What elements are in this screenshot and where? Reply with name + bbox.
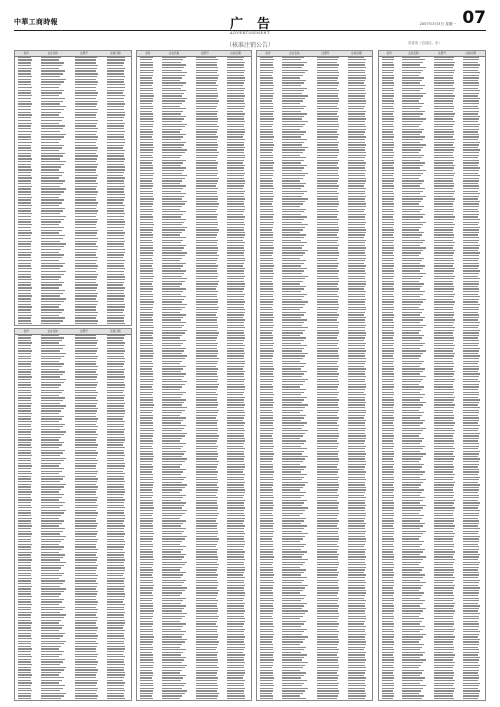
header-province: 省份 bbox=[23, 330, 29, 333]
table-cell bbox=[463, 698, 478, 699]
table-body bbox=[15, 334, 131, 700]
header-date: 注销日期 bbox=[110, 330, 121, 333]
header-company: 企业名称 bbox=[47, 52, 58, 55]
table-cell bbox=[227, 698, 245, 699]
table-body bbox=[379, 56, 485, 700]
table-cell bbox=[348, 698, 365, 699]
table-cell bbox=[260, 698, 273, 699]
header-province: 省份 bbox=[23, 52, 29, 55]
table-row bbox=[257, 697, 372, 700]
notice-subtitle: （核准注销公告） bbox=[225, 42, 274, 49]
table-cell bbox=[402, 698, 422, 699]
table-row bbox=[137, 697, 251, 700]
header-province: 省份 bbox=[386, 52, 392, 55]
header-company: 企业名称 bbox=[168, 52, 180, 55]
header-reg-no: 注册号 bbox=[438, 52, 446, 55]
header-date: 注销日期 bbox=[230, 52, 241, 55]
header-company: 企业名称 bbox=[408, 52, 419, 55]
section-title: 广告 bbox=[229, 17, 284, 32]
table-cell bbox=[317, 698, 337, 699]
table-row bbox=[15, 322, 131, 325]
table-row bbox=[379, 697, 485, 700]
listing-table bbox=[136, 50, 252, 701]
table-body bbox=[137, 56, 251, 700]
table-row bbox=[15, 697, 131, 700]
header-date: 注销日期 bbox=[110, 52, 121, 55]
table-cell bbox=[382, 698, 393, 699]
dateline: 2007年3月5日 星期一 bbox=[419, 22, 456, 26]
listing-table bbox=[14, 50, 132, 326]
table-cell bbox=[75, 323, 97, 324]
column-1 bbox=[14, 50, 132, 701]
header-reg-no: 注册号 bbox=[80, 52, 88, 55]
column-2 bbox=[136, 50, 252, 701]
column-3 bbox=[256, 50, 373, 701]
header-reg-no: 注册号 bbox=[200, 52, 209, 55]
table-cell bbox=[107, 698, 126, 699]
table-cell bbox=[41, 323, 61, 324]
masthead-rule bbox=[14, 30, 486, 31]
header-date: 注销日期 bbox=[351, 52, 362, 55]
table-cell bbox=[196, 698, 217, 699]
page-number: 07 bbox=[462, 8, 486, 28]
header-company: 企业名称 bbox=[47, 330, 58, 333]
listing-table bbox=[256, 50, 373, 701]
table-cell bbox=[434, 698, 454, 699]
table-cell bbox=[18, 698, 30, 699]
table-cell bbox=[75, 698, 97, 699]
table-body bbox=[257, 56, 372, 700]
column-4 bbox=[378, 50, 486, 701]
newspaper-brand: 中華工商時報 bbox=[14, 17, 58, 26]
table-cell bbox=[107, 323, 125, 324]
table-cell bbox=[282, 698, 306, 699]
listing-table bbox=[14, 328, 132, 701]
column-note: 各省市（自治区、市） bbox=[408, 41, 442, 45]
masthead bbox=[14, 0, 486, 40]
header-company: 企业名称 bbox=[289, 52, 300, 55]
header-reg-no: 注册号 bbox=[321, 52, 330, 55]
listing-table bbox=[378, 50, 486, 701]
table-cell bbox=[162, 698, 180, 699]
table-body bbox=[15, 56, 131, 325]
table-cell bbox=[41, 698, 62, 699]
header-reg-no: 注册号 bbox=[80, 330, 88, 333]
header-province: 省份 bbox=[265, 52, 271, 55]
section-subtitle: ADVERTISEMENT bbox=[230, 31, 270, 35]
header-province: 省份 bbox=[145, 52, 151, 55]
table-cell bbox=[140, 698, 153, 699]
table-cell bbox=[18, 323, 31, 324]
header-date: 注销日期 bbox=[465, 52, 476, 55]
